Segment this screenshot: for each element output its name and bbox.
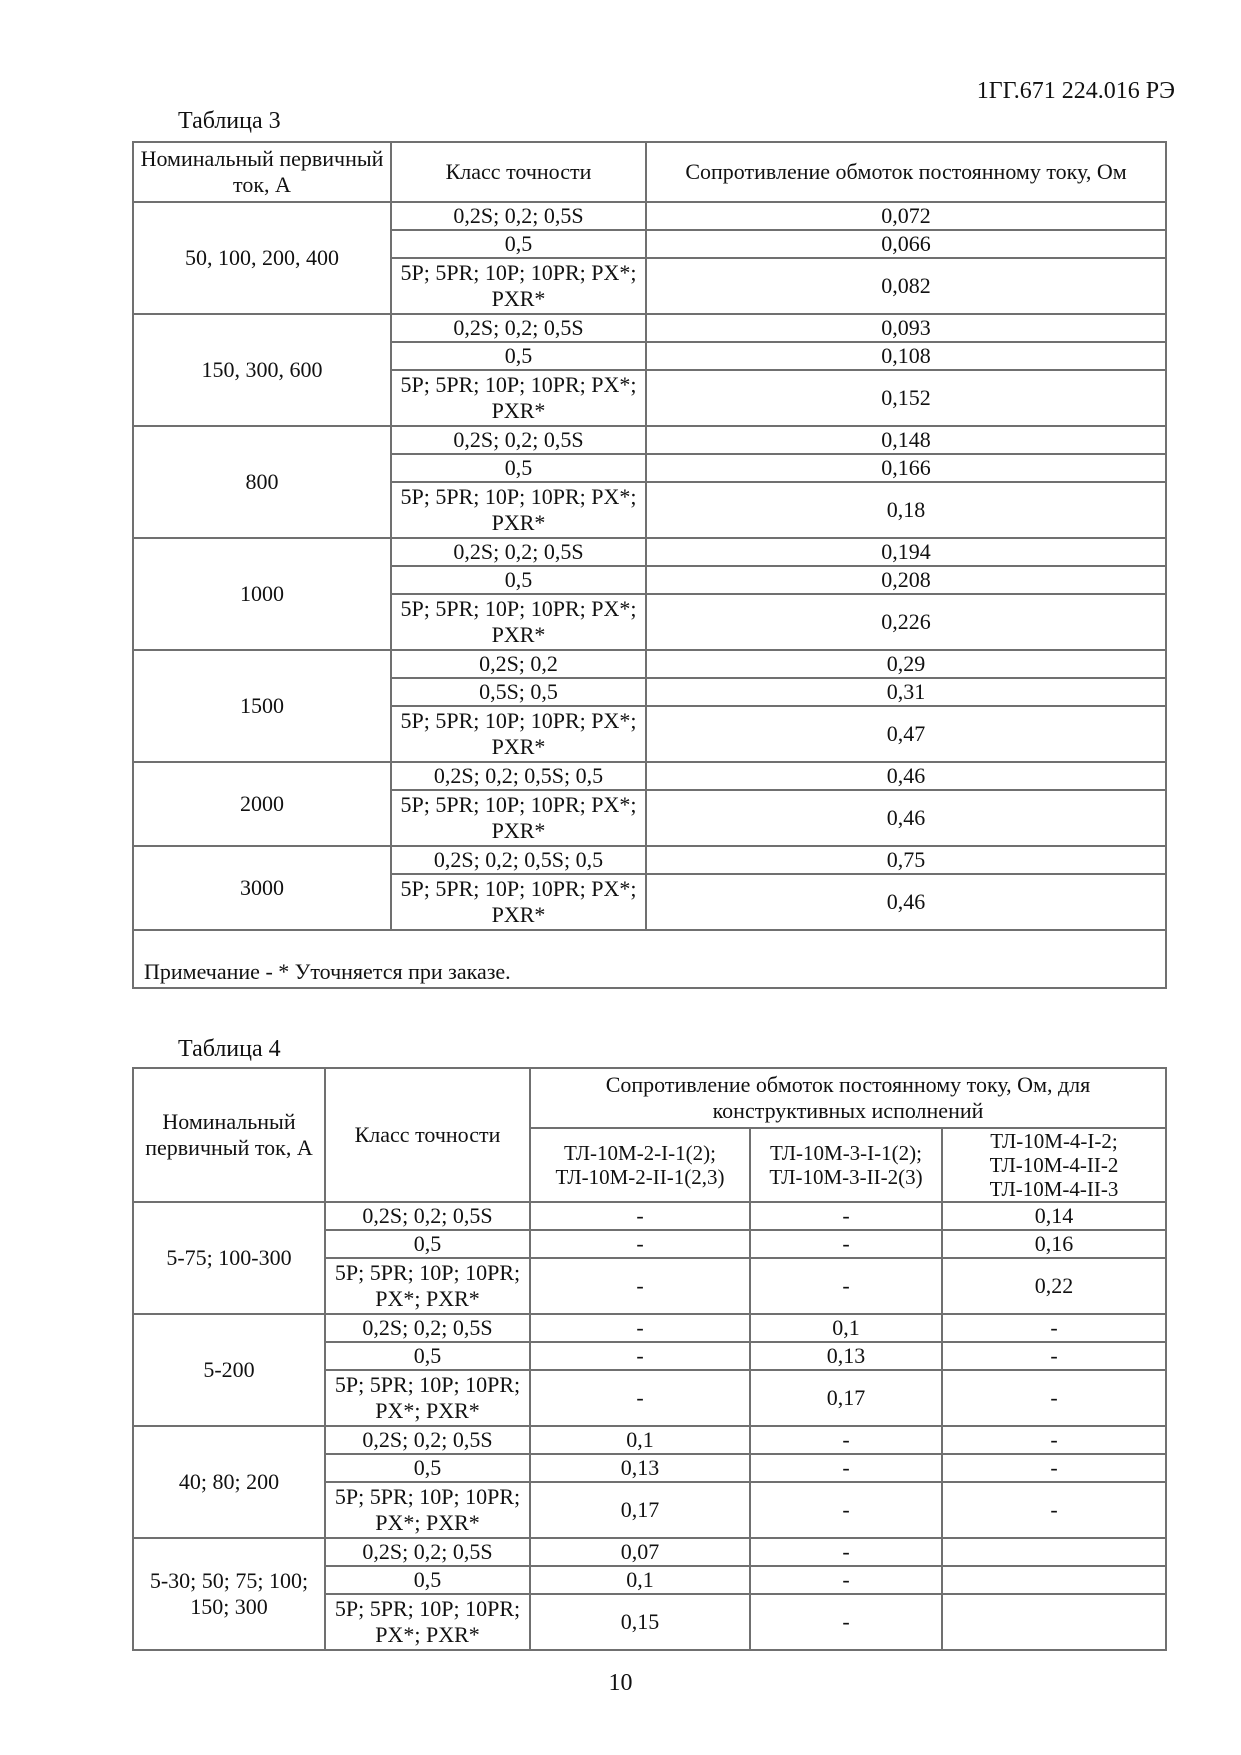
cell-resistance: - [750,1538,942,1566]
cell-class: 5P; 5PR; 10P; 10PR; PX*; PXR* [391,594,646,650]
cell-resistance: - [530,1314,750,1342]
cell-class: 5P; 5PR; 10P; 10PR; PX*; PXR* [325,1594,530,1650]
header-current: Номинальный первичный ток, А [133,142,391,202]
header-variant-4: ТЛ-10М-4-I-2; ТЛ-10М-4-II-2 ТЛ-10М-4-II-3 [942,1128,1166,1202]
cell-resistance: 0,208 [646,566,1166,594]
cell-class: 0,2S; 0,2; 0,5S [325,1426,530,1454]
cell-class: 0,2S; 0,2; 0,5S; 0,5 [391,762,646,790]
table3-body [133,202,1166,988]
cell-resistance: - [942,1314,1166,1342]
cell-class: 0,5 [325,1566,530,1594]
cell-current: 1500 [133,650,391,762]
cell-current: 5-30; 50; 75; 100; 150; 300 [133,1538,325,1650]
cell-class: 0,5 [391,230,646,258]
cell-resistance: 0,18 [646,482,1166,538]
cell-resistance: 0,1 [530,1566,750,1594]
cell-class: 5P; 5PR; 10P; 10PR; PX*; PXR* [391,874,646,930]
header-variant-3: ТЛ-10М-3-I-1(2); ТЛ-10М-3-II-2(3) [750,1128,942,1202]
table-row [133,202,1166,230]
cell-resistance: - [530,1370,750,1426]
cell-current: 50, 100, 200, 400 [133,202,391,314]
table-row [133,314,1166,342]
cell-resistance: 0,46 [646,790,1166,846]
cell-resistance: 0,226 [646,594,1166,650]
table-row [133,1202,1166,1230]
cell-resistance: 0,17 [530,1482,750,1538]
cell-resistance: 0,46 [646,874,1166,930]
table-row [133,1426,1166,1454]
cell-resistance: 0,17 [750,1370,942,1426]
cell-resistance: - [942,1342,1166,1370]
table-row [133,650,1166,678]
cell-class: 0,2S; 0,2 [391,650,646,678]
cell-class: 0,2S; 0,2; 0,5S [391,314,646,342]
cell-resistance: - [530,1342,750,1370]
cell-resistance: 0,47 [646,706,1166,762]
header-current: Номинальный первичный ток, А [133,1068,325,1202]
cell-resistance: 0,1 [750,1314,942,1342]
table-row [133,426,1166,454]
header-variant-2: ТЛ-10М-2-I-1(2); ТЛ-10М-2-II-1(2,3) [530,1128,750,1202]
cell-class: 0,2S; 0,2; 0,5S [325,1538,530,1566]
cell-resistance: 0,29 [646,650,1166,678]
table4-caption: Таблица 4 [178,1036,281,1062]
cell-class: 0,5 [391,342,646,370]
table3-caption: Таблица 3 [178,108,281,134]
table4-body [133,1202,1166,1650]
cell-class: 0,2S; 0,2; 0,5S; 0,5 [391,846,646,874]
cell-resistance: - [750,1230,942,1258]
header-class: Класс точности [391,142,646,202]
cell-resistance: 0,13 [530,1454,750,1482]
header-resistance: Сопротивление обмоток постоянному току, Ом [646,142,1166,202]
cell-current: 150, 300, 600 [133,314,391,426]
cell-class: 5P; 5PR; 10P; 10PR; PX*; PXR* [325,1482,530,1538]
cell-class: 0,2S; 0,2; 0,5S [391,426,646,454]
cell-current: 3000 [133,846,391,930]
cell-current: 2000 [133,762,391,846]
cell-class: 5P; 5PR; 10P; 10PR; PX*; PXR* [325,1370,530,1426]
cell-resistance: 0,22 [942,1258,1166,1314]
cell-resistance: - [750,1594,942,1650]
cell-resistance: 0,14 [942,1202,1166,1230]
cell-current: 5-75; 100-300 [133,1202,325,1314]
cell-resistance [942,1538,1166,1566]
table3-note: Примечание - * Уточняется при заказе. [133,930,1166,988]
cell-class: 0,2S; 0,2; 0,5S [391,202,646,230]
cell-current: 1000 [133,538,391,650]
cell-class: 0,5 [325,1454,530,1482]
cell-resistance: 0,46 [646,762,1166,790]
cell-resistance: - [942,1482,1166,1538]
cell-resistance: 0,152 [646,370,1166,426]
cell-current: 800 [133,426,391,538]
note-row [133,930,1166,988]
cell-class: 0,2S; 0,2; 0,5S [391,538,646,566]
cell-class: 0,5 [325,1230,530,1258]
table4-resistance-by-variant [132,1067,1167,1651]
cell-resistance: 0,082 [646,258,1166,314]
cell-resistance: 0,16 [942,1230,1166,1258]
cell-current: 40; 80; 200 [133,1426,325,1538]
header-resistance-group: Сопротивление обмоток постоянному току, Ом, для конструктивных исполнений [530,1068,1166,1128]
cell-current: 5-200 [133,1314,325,1426]
cell-resistance: - [942,1454,1166,1482]
table3-resistance [132,141,1167,989]
cell-class: 5P; 5PR; 10P; 10PR; PX*; PXR* [391,482,646,538]
cell-resistance: 0,75 [646,846,1166,874]
cell-class: 0,5 [391,454,646,482]
table-row [133,1314,1166,1342]
cell-resistance: 0,15 [530,1594,750,1650]
cell-resistance: 0,093 [646,314,1166,342]
cell-resistance: 0,31 [646,678,1166,706]
cell-resistance: 0,072 [646,202,1166,230]
cell-class: 5P; 5PR; 10P; 10PR; PX*; PXR* [391,370,646,426]
cell-resistance: 0,148 [646,426,1166,454]
cell-class: 5P; 5PR; 10P; 10PR; PX*; PXR* [391,706,646,762]
cell-resistance: 0,108 [646,342,1166,370]
cell-resistance: - [750,1258,942,1314]
cell-class: 0,5 [391,566,646,594]
cell-resistance: - [530,1230,750,1258]
cell-resistance: 0,194 [646,538,1166,566]
cell-resistance: 0,13 [750,1342,942,1370]
cell-resistance: - [750,1202,942,1230]
cell-resistance: - [530,1202,750,1230]
cell-resistance: - [942,1370,1166,1426]
document-code: 1ГГ.671 224.016 РЭ [976,78,1175,104]
table4-header-row-1 [133,1068,1166,1128]
cell-resistance: - [530,1258,750,1314]
header-class: Класс точности [325,1068,530,1202]
table-row [133,1538,1166,1566]
cell-class: 5P; 5PR; 10P; 10PR; PX*; PXR* [391,790,646,846]
table-row [133,762,1166,790]
cell-resistance: 0,166 [646,454,1166,482]
cell-resistance: 0,1 [530,1426,750,1454]
cell-resistance: - [750,1566,942,1594]
table-row [133,538,1166,566]
cell-resistance: 0,07 [530,1538,750,1566]
table-row [133,846,1166,874]
cell-class: 5P; 5PR; 10P; 10PR; PX*; PXR* [391,258,646,314]
cell-resistance: 0,066 [646,230,1166,258]
table3-header-row [133,142,1166,202]
cell-class: 0,5S; 0,5 [391,678,646,706]
page-number: 10 [608,1670,633,1696]
cell-resistance: - [750,1426,942,1454]
cell-class: 0,5 [325,1342,530,1370]
cell-resistance [942,1566,1166,1594]
cell-resistance [942,1594,1166,1650]
cell-resistance: - [750,1482,942,1538]
cell-class: 0,2S; 0,2; 0,5S [325,1202,530,1230]
cell-resistance: - [750,1454,942,1482]
cell-resistance: - [942,1426,1166,1454]
cell-class: 5P; 5PR; 10P; 10PR; PX*; PXR* [325,1258,530,1314]
cell-class: 0,2S; 0,2; 0,5S [325,1314,530,1342]
